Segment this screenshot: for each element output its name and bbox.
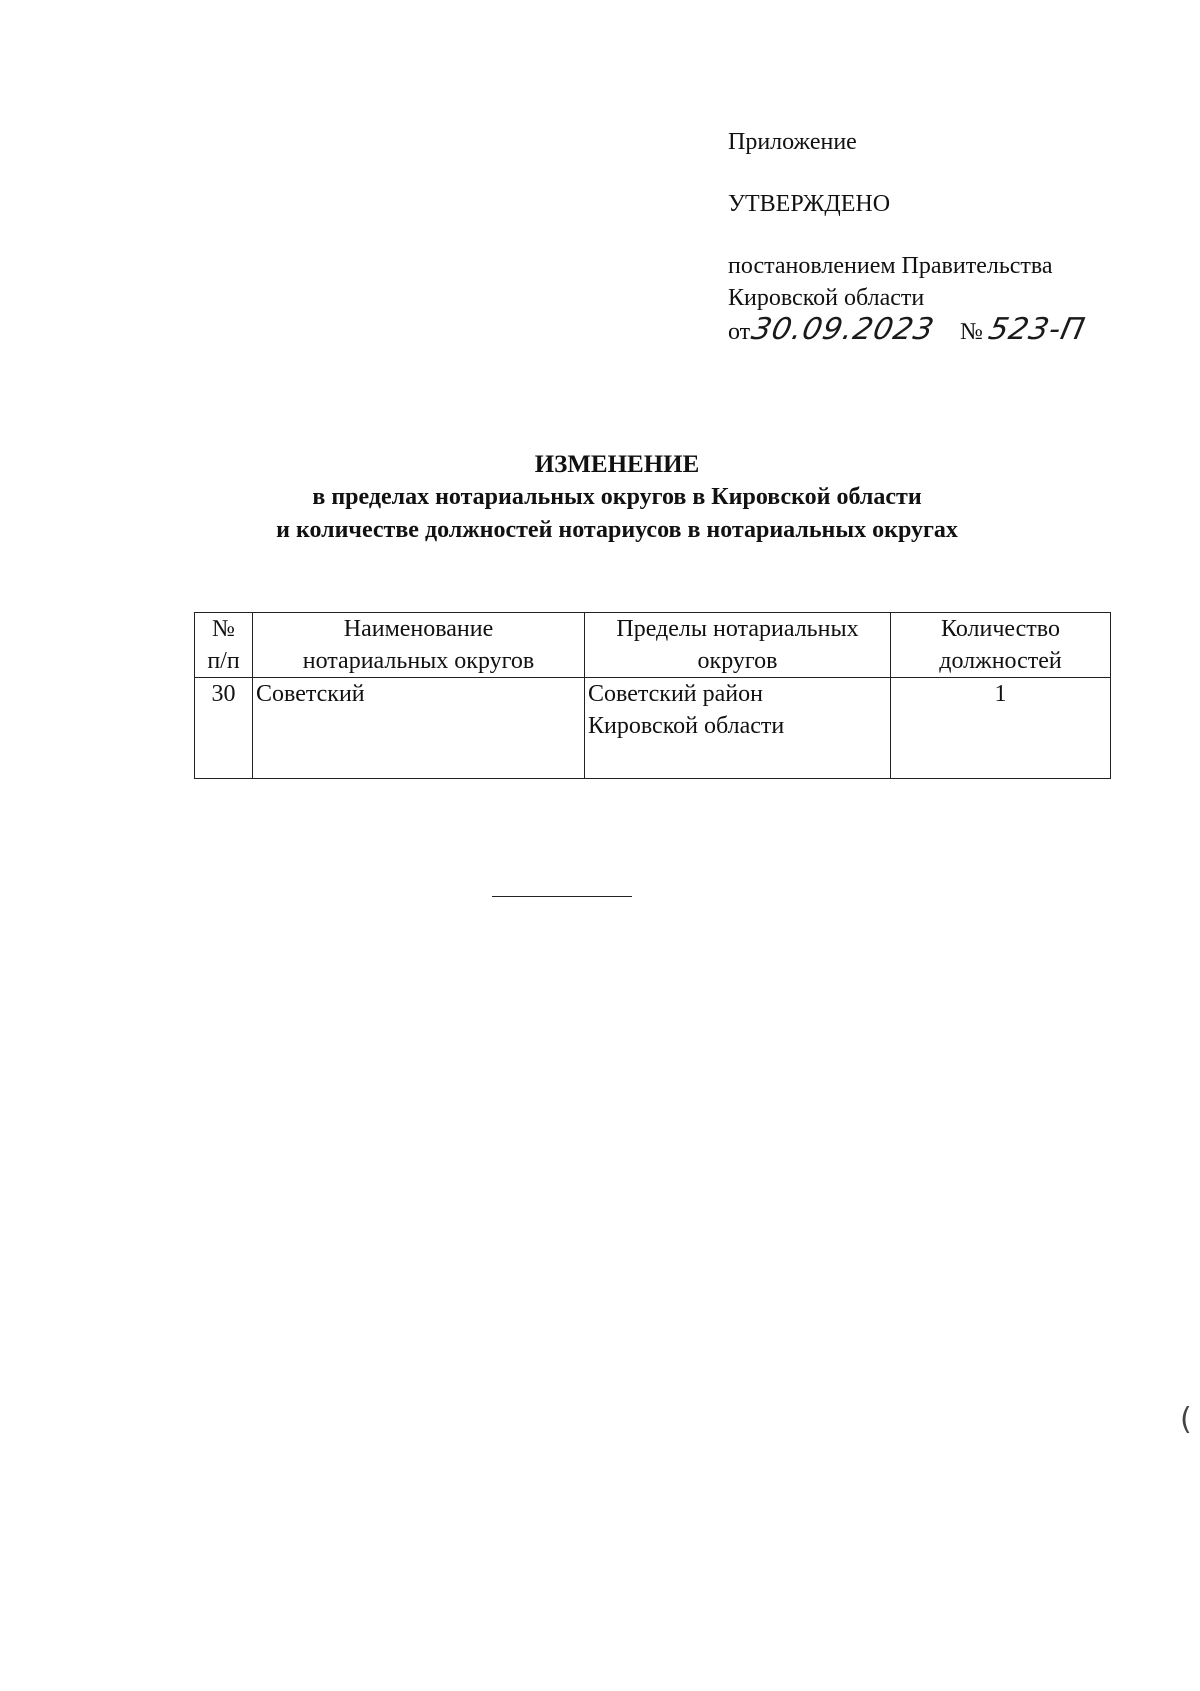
- header-count-line-1: Количество: [941, 616, 1060, 642]
- table-row: [195, 678, 1111, 779]
- header-num-line-2: п/п: [207, 648, 240, 674]
- scan-edge-mark: (: [1180, 1402, 1192, 1437]
- closing-line: [492, 896, 632, 897]
- title-main: ИЗМЕНЕНИЕ: [534, 451, 700, 478]
- cell-num: 30: [195, 678, 253, 779]
- number-sign: №: [959, 319, 983, 345]
- cell-count: 1: [891, 678, 1111, 779]
- decree-line-2: Кировской области: [728, 285, 925, 311]
- header-limits: [585, 613, 891, 678]
- decree-line-1: постановлением Правительства: [728, 253, 1053, 279]
- title-line-3: и количестве должностей нотариусов в нотариальных округах: [276, 517, 958, 543]
- header-limits-line-2: округов: [697, 648, 778, 674]
- cell-limits: [585, 678, 891, 779]
- handwritten-number: 523-П: [985, 312, 1089, 347]
- approved-label: УТВЕРЖДЕНО: [728, 191, 891, 217]
- cell-limits-line-2: Кировской области: [588, 713, 785, 739]
- table-header-row: [195, 613, 1111, 678]
- header-count: [891, 613, 1111, 678]
- header-name-line-1: Наименование: [343, 616, 494, 642]
- decree-date-number-line: [728, 312, 1089, 348]
- title-line-2: в пределах нотариальных округов в Кировской области: [312, 484, 922, 510]
- header-name: [253, 613, 585, 678]
- header-num: [195, 613, 253, 678]
- header-name-line-2: нотариальных округов: [302, 648, 535, 674]
- cell-limits-line-1: Советский район: [588, 681, 763, 707]
- document-title: [0, 448, 1200, 547]
- header-count-line-2: должностей: [939, 648, 1062, 674]
- date-prefix: от: [728, 319, 751, 345]
- cell-name: Советский: [253, 678, 585, 779]
- districts-table: [194, 612, 1111, 779]
- appendix-label: Приложение: [728, 129, 857, 155]
- approval-block: [728, 126, 1089, 348]
- handwritten-date: 30.09.2023: [748, 312, 938, 347]
- header-num-line-1: №: [212, 616, 235, 642]
- header-limits-line-1: Пределы нотариальных: [616, 616, 859, 642]
- districts-table-wrapper: [194, 612, 1110, 779]
